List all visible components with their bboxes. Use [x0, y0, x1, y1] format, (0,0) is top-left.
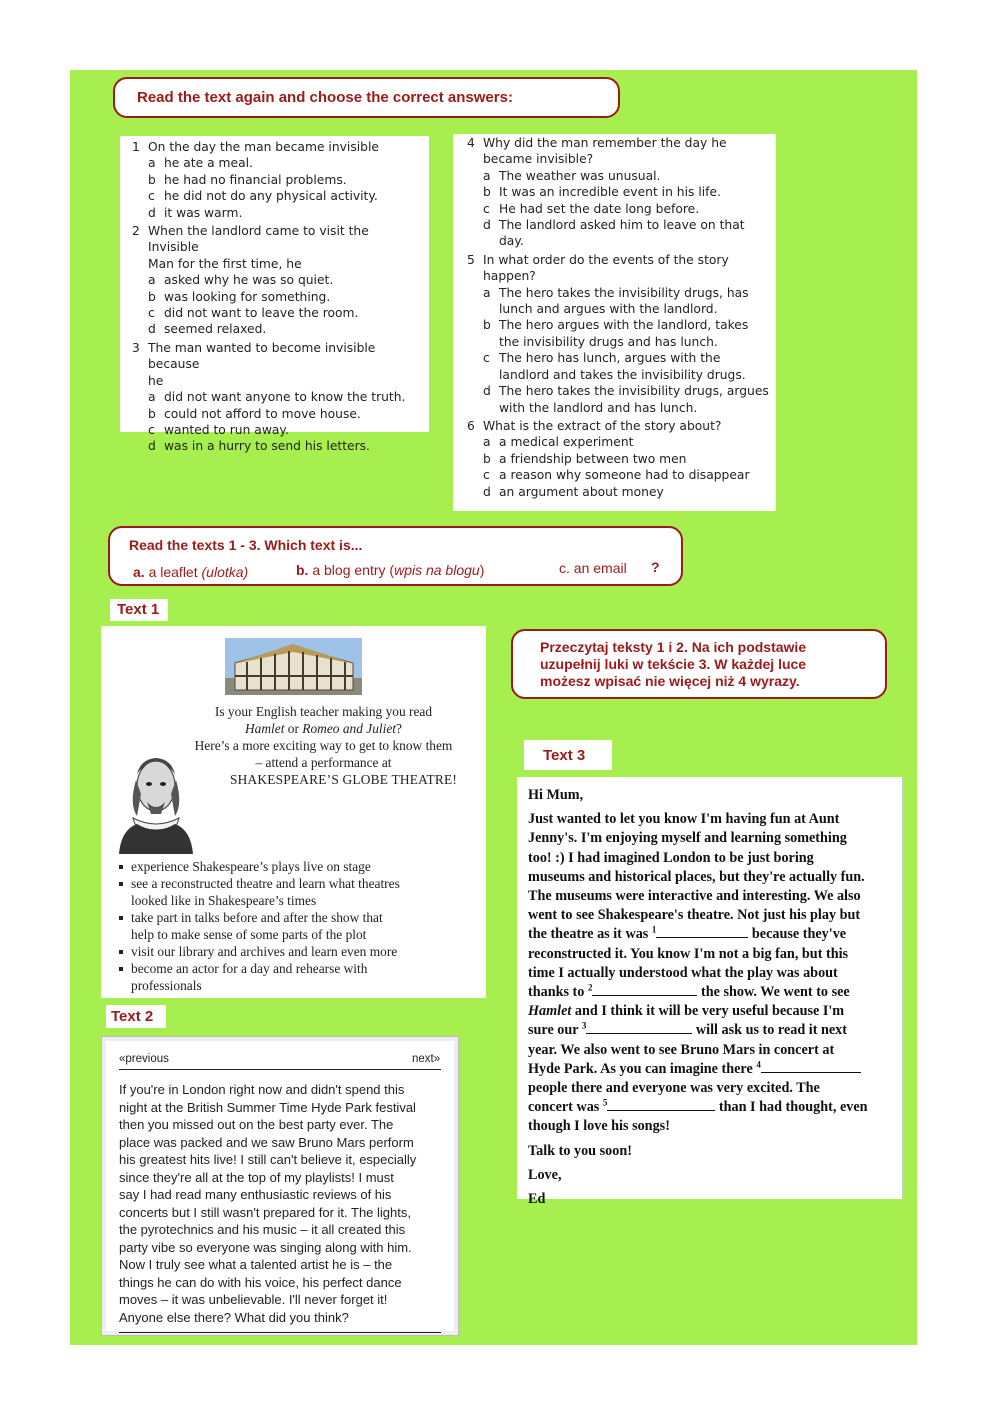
blog-line: his greatest hits live! I still can't believe it, especially: [119, 1152, 417, 1167]
question-line: The man wanted to become invisible because: [148, 340, 376, 372]
blog-line: Now I truly see what a talented artist he is – the: [119, 1257, 393, 1272]
question-text: [483, 135, 727, 168]
question-line: happen?: [483, 269, 536, 284]
email-line: time I actually understood what the play was about: [528, 964, 838, 981]
question-mark: ?: [651, 559, 660, 575]
option-text: [499, 184, 721, 200]
question-number: 4: [467, 136, 475, 150]
blog-line: concerts but I still wasn't prepared for it. The lights,: [119, 1204, 411, 1220]
option-text: [499, 350, 746, 383]
answer-option[interactable]: [132, 422, 423, 438]
option-text: was looking for something.: [164, 289, 331, 304]
previous-link[interactable]: «previous: [119, 1053, 169, 1065]
gap-2[interactable]: [592, 983, 697, 996]
next-link[interactable]: next»: [412, 1053, 441, 1065]
option-text: [499, 201, 699, 217]
answer-option[interactable]: [132, 406, 423, 422]
answer-option[interactable]: [467, 467, 770, 483]
question-stem: [467, 135, 770, 168]
blog-line: say I had read many enthusiastic reviews of his: [119, 1187, 392, 1202]
option-text: [499, 383, 769, 416]
option-letter: b: [148, 289, 156, 304]
option-text: it was warm.: [164, 205, 243, 220]
answer-option[interactable]: [467, 184, 770, 200]
option-letter: a: [148, 156, 156, 171]
option-text: [499, 168, 660, 184]
email-closing: Talk to you soon!: [528, 1142, 632, 1159]
email-line: though I love his songs!: [528, 1118, 670, 1135]
option-line: The landlord asked him to leave on that: [499, 218, 745, 233]
answer-option[interactable]: [467, 317, 770, 350]
option-line: with the landlord and has lunch.: [499, 400, 698, 415]
answer-option[interactable]: [467, 201, 770, 217]
email-line-gap1: the theatre as it was $^1$ because they've: [528, 924, 847, 943]
question-line: On the day the man became invisible: [148, 140, 379, 154]
question-number: 5: [467, 252, 475, 267]
email-line: year. We also went to see Bruno Mars in concert at: [528, 1041, 835, 1058]
option-letter: b: [148, 406, 156, 421]
question-line: became invisible?: [483, 152, 594, 167]
answer-option[interactable]: [467, 168, 770, 184]
gap-5[interactable]: [607, 1098, 715, 1111]
option-text: [499, 484, 664, 500]
option-line: a medical experiment: [499, 435, 634, 450]
option-letter: c: [148, 422, 155, 437]
question-text: [483, 418, 721, 434]
question-stem: [132, 223, 423, 272]
question-text: [148, 223, 423, 272]
blog-body: [119, 1081, 449, 1326]
answer-option[interactable]: [132, 289, 423, 305]
option-letter: c: [483, 468, 490, 483]
blog-line: place was packed and we saw Bruno Mars perform: [119, 1134, 414, 1150]
question-text: [148, 139, 379, 155]
leaflet-intro: [101, 703, 486, 788]
answer-option[interactable]: [132, 272, 423, 288]
email-line-gap5: concert was $^5$ than I had thought, even: [528, 1097, 868, 1116]
option-line: The hero takes the invisibility drugs, argues: [499, 384, 769, 399]
answer-option[interactable]: [467, 383, 770, 416]
instruction-line: Przeczytaj teksty 1 i 2. Na ich podstawie: [540, 639, 807, 655]
option-text: [499, 285, 749, 318]
gap-3[interactable]: [586, 1021, 692, 1034]
option-text: [499, 217, 745, 250]
question-line: In what order do the events of the story: [483, 252, 729, 267]
option-c: c. an email: [559, 560, 627, 576]
option-line: day.: [499, 234, 524, 249]
email-line: museums and historical places, but they're actually fun.: [528, 868, 865, 885]
globe-theatre-image: [225, 638, 362, 695]
option-letter: b: [148, 172, 156, 187]
option-line: The hero has lunch, argues with the: [499, 351, 721, 366]
email-signature: Ed: [528, 1191, 546, 1208]
instruction-banner: [113, 77, 620, 118]
bullet-line: help to make sense of some parts of the plot: [131, 927, 367, 942]
option-letter: c: [148, 306, 155, 321]
leaflet-bullet: [115, 875, 475, 909]
email-line-gap4: Hyde Park. As you can imagine there $^4$: [528, 1060, 902, 1079]
option-line: a friendship between two men: [499, 451, 687, 466]
bullet-line: take part in talks before and after the show that: [131, 910, 383, 925]
option-text: did not want to leave the room.: [164, 306, 359, 321]
option-line: The hero takes the invisibility drugs, has: [499, 285, 749, 300]
answer-option[interactable]: [467, 451, 770, 467]
option-letter: c: [483, 201, 490, 216]
option-text: [499, 467, 750, 483]
question-number: 1: [132, 140, 140, 154]
question-stem: [467, 252, 770, 285]
blog-line: If you're in London right now and didn't spend this: [119, 1082, 405, 1097]
option-text: could not afford to move house.: [164, 406, 361, 421]
answer-option[interactable]: [132, 389, 423, 405]
blog-line: things he can do with his voice, his perfect dance: [119, 1274, 402, 1290]
option-text: was in a hurry to send his letters.: [164, 439, 370, 454]
option-letter: a: [483, 168, 491, 183]
option-line: He had set the date long before.: [499, 201, 700, 216]
bullet-line: become an actor for a day and rehearse with: [131, 961, 368, 976]
text3-email: [517, 777, 903, 1208]
blog-line: party vibe so everyone was singing along with him.: [119, 1239, 412, 1255]
option-text: wanted to run away.: [164, 422, 289, 437]
intro-line-2: Hamlet or Romeo and Juliet?: [245, 721, 402, 736]
option-letter: d: [483, 384, 491, 399]
question-line: When the landlord came to visit the Invisible: [148, 224, 369, 255]
option-a: a. a leaflet (ulotka): [133, 564, 249, 580]
answer-option[interactable]: [467, 484, 770, 500]
question-line: Man for the first time, he: [148, 256, 302, 271]
text-type-title: Read the texts 1 - 3. Which text is...: [129, 537, 363, 553]
blog-line: Anyone else there? What did you think?: [119, 1309, 349, 1325]
divider-top: [119, 1069, 441, 1070]
blog-line: night at the British Summer Time Hyde Park festival: [119, 1099, 416, 1115]
blog-line: then you missed out on the best party ever. The: [119, 1117, 394, 1132]
bullet-line: see a reconstructed theatre and learn what theatres: [131, 876, 400, 891]
option-letter: b: [483, 451, 491, 466]
answer-option[interactable]: [132, 155, 423, 171]
answer-option[interactable]: [467, 217, 770, 250]
option-text: he had no financial problems.: [164, 172, 347, 187]
intro-line-3: Here’s a more exciting way to get to know them: [194, 738, 453, 753]
option-letter: a: [148, 390, 156, 405]
questions-panel-right: [453, 134, 776, 511]
bullet-line: visit our library and archives and learn even more: [131, 944, 398, 959]
option-letter: c: [483, 351, 490, 366]
leaflet-bullets: [115, 858, 475, 994]
answer-option[interactable]: [132, 205, 423, 221]
option-letter: d: [148, 439, 156, 454]
questions-panel-left: [120, 136, 429, 454]
option-text: did not want anyone to know the truth.: [164, 390, 406, 405]
question-number: 6: [467, 418, 475, 433]
bullet-line: professionals: [131, 978, 202, 993]
email-line-gap2: thanks to $^2$ the show. We went to see: [528, 982, 850, 1001]
question-stem: [467, 418, 770, 434]
email-line: Jenny's. I'm enjoying myself and learning something: [528, 830, 847, 847]
option-line: an argument about money: [499, 484, 664, 499]
option-text: asked why he was so quiet.: [164, 273, 334, 288]
option-line: the invisibility drugs and has lunch.: [499, 334, 718, 349]
question-number: 3: [132, 340, 140, 355]
option-line: landlord and takes the invisibility drugs.: [499, 367, 746, 382]
email-closing-love: Love,: [528, 1166, 562, 1183]
text3-label: Text 3: [524, 740, 612, 770]
option-letter: d: [483, 218, 491, 233]
option-letter: a: [483, 285, 491, 300]
option-line: The hero argues with the landlord, takes: [499, 318, 749, 333]
answer-option[interactable]: [467, 285, 770, 318]
text2-label: Text 2: [106, 1005, 166, 1028]
answer-option[interactable]: [132, 188, 423, 204]
divider-bottom: [119, 1332, 441, 1333]
leaflet-bullet: [115, 943, 475, 960]
option-letter: a: [148, 273, 156, 288]
blog-line: the pyrotechnics and his music – it all created this: [119, 1222, 406, 1237]
question-stem: [132, 139, 423, 155]
leaflet-bullet: [115, 960, 475, 994]
option-text: [499, 317, 748, 350]
email-line: Just wanted to let you know I'm having fun at Aunt: [528, 811, 840, 828]
gap-1[interactable]: [656, 925, 748, 938]
option-letter: a: [483, 435, 491, 450]
question-number: 2: [132, 224, 140, 239]
question-line: he: [148, 373, 164, 388]
email-line: people there and everyone was very excited. The: [528, 1080, 820, 1097]
option-letter: d: [148, 205, 156, 220]
intro-line-4: – attend a performance at: [255, 755, 392, 770]
option-letter: b: [483, 185, 491, 200]
blog-line: since they're all at the top of my playlists! I must: [119, 1169, 394, 1185]
option-letter: b: [483, 318, 491, 333]
blog-line: moves – it was unbelievable. I'll never forget it!: [119, 1292, 388, 1307]
leaflet-bullet: [115, 909, 475, 943]
text2-blog: [101, 1036, 459, 1336]
venue-name: SHAKESPEARE’S GLOBE THEATRE!: [229, 772, 458, 787]
option-text: [499, 451, 686, 467]
email-line: The museums were interactive and interesting. We also: [528, 888, 861, 905]
answer-option[interactable]: [467, 434, 770, 450]
text1-leaflet: [101, 626, 486, 998]
intro-line-1: Is your English teacher making you read: [214, 704, 433, 719]
option-text: he ate a meal.: [164, 156, 253, 171]
option-line: lunch and argues with the landlord.: [499, 302, 718, 317]
option-line: It was an incredible event in his life.: [499, 185, 721, 200]
question-line: What is the extract of the story about?: [483, 418, 722, 433]
question-line: Why did the man remember the day he: [483, 136, 727, 150]
option-text: he did not do any physical activity.: [164, 189, 378, 204]
instruction-text: Read the text again and choose the correct answers:: [137, 89, 513, 106]
email-line-hamlet: Hamlet and I think it will be very useful because I'm: [528, 1003, 845, 1020]
text1-label: Text 1: [110, 599, 168, 621]
option-letter: d: [483, 484, 491, 499]
email-line: reconstructed it. You know I'm not a big fan, but this: [528, 945, 849, 962]
option-b: b. a blog entry (wpis na blogu): [296, 562, 485, 578]
option-letter: d: [148, 322, 156, 337]
question-text: [148, 340, 423, 389]
bullet-line: looked like in Shakespeare’s times: [131, 893, 317, 908]
option-line: a reason why someone had to disappear: [499, 468, 750, 483]
instruction-line: możesz wpisać nie więcej niż 4 wyrazy.: [540, 673, 800, 689]
option-line: The weather was unusual.: [499, 168, 661, 183]
leaflet-bullet: [115, 858, 475, 875]
answer-option[interactable]: [132, 305, 423, 321]
answer-option[interactable]: [132, 172, 423, 188]
option-text: seemed relaxed.: [164, 322, 267, 337]
answer-option[interactable]: [467, 350, 770, 383]
email-greeting: Hi Mum,: [528, 787, 584, 803]
answer-option[interactable]: [132, 321, 423, 337]
question-text: [483, 252, 729, 285]
bullet-line: experience Shakespeare’s plays live on stage: [131, 859, 371, 874]
option-text: [499, 434, 633, 450]
option-letter: c: [148, 189, 155, 204]
email-line-gap3: sure our $^3$ will ask us to read it next: [528, 1020, 848, 1039]
answer-option[interactable]: [132, 438, 423, 454]
question-stem: [132, 340, 423, 389]
text-type-banner: [108, 526, 683, 586]
polish-instruction-banner: [511, 629, 887, 699]
email-line: too! :) I had imagined London to be just boring: [528, 849, 814, 866]
instruction-line: uzupełnij luki w tekście 3. W każdej luce: [540, 656, 807, 672]
gap-4[interactable]: [761, 1060, 861, 1073]
email-line: went to see Shakespeare's theatre. Not just his play but: [528, 907, 861, 924]
